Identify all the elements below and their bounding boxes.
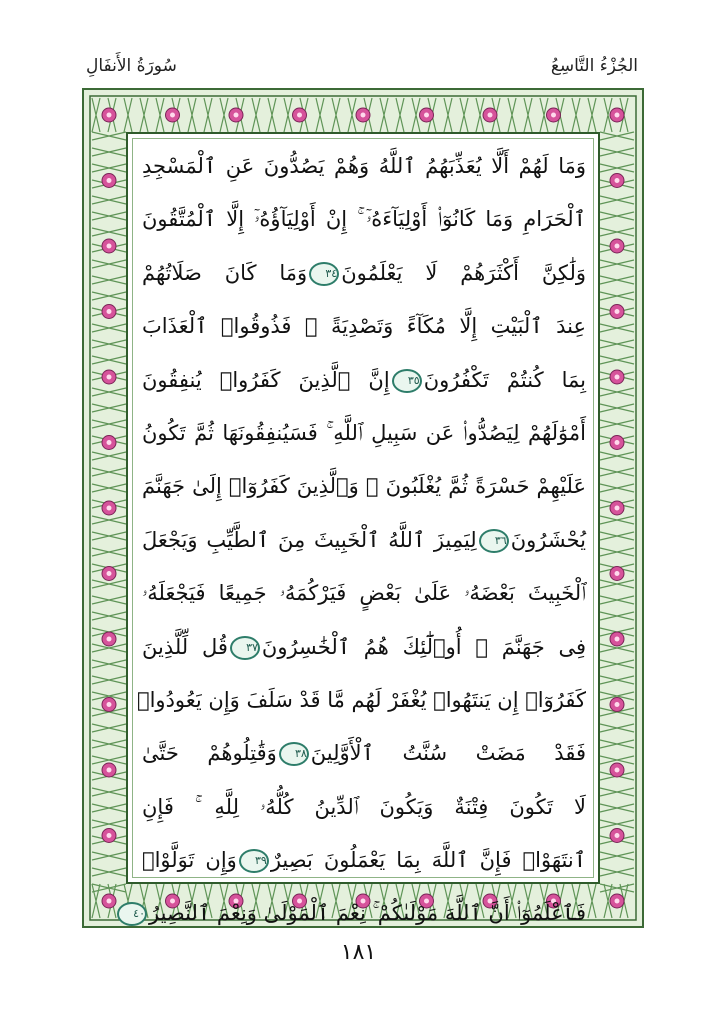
verse-text: ٱلْحَرَامِ وَمَا كَانُوٓا۟ أَوْلِيَآءَهُۥٓ ۚ إِنْ أَوْلِيَآؤُهُۥٓ إِلَّا ٱلْمُتَّقُونَ — [142, 207, 586, 232]
verse-text: فَقَدْ مَضَتْ سُنَّتُ ٱلْأَوَّلِينَ — [310, 741, 586, 766]
flower-center — [615, 113, 620, 118]
flower-center — [107, 702, 112, 707]
verse-text: أَمْوَٰلَهُمْ لِيَصُدُّوا۟ عَن سَبِيلِ ٱللَّهِ ۚ فَسَيُنفِقُونَهَا ثُمَّ تَكُونُ — [142, 420, 586, 445]
verse-text: ٱلْخَبِيثَ بَعْضَهُۥ عَلَىٰ بَعْضٍ فَيَرْكُمَهُۥ جَمِيعًا فَيَجْعَلَهُۥ — [142, 581, 586, 606]
verse-line — [142, 300, 586, 353]
page-number: ١٨١ — [340, 940, 377, 965]
flower-center — [107, 768, 112, 773]
verse-line — [142, 514, 586, 567]
flower-center — [107, 637, 112, 642]
verse-lines — [133, 140, 586, 941]
flower-center — [107, 309, 112, 314]
verse-text: وَقَٰتِلُوهُمْ حَتَّىٰ — [142, 741, 277, 766]
verse-text: وَمَا لَهُمْ أَلَّا يُعَذِّبَهُمُ ٱللَّهُ وَهُمْ يَصُدُّونَ عَنِ ٱلْمَسْجِدِ — [142, 154, 586, 178]
verse-line — [142, 354, 586, 407]
verse-text: وَلَٰكِنَّ أَكْثَرَهُمْ لَا يَعْلَمُونَ — [341, 260, 586, 285]
text-area — [126, 132, 600, 926]
verse-line — [142, 567, 586, 620]
flower-center — [107, 375, 112, 380]
flower-center — [107, 440, 112, 445]
ayah-number-marker: ٣٤ — [309, 262, 339, 286]
verse-text: فَٱعْلَمُوٓا۟ أَنَّ ٱللَّهَ مَوْلَىٰكُمْ ۚ نِعْمَ ٱلْمَوْلَىٰ وَنِعْمَ ٱلنَّصِيرُ — [149, 901, 586, 926]
flower-center — [615, 309, 620, 314]
flower-center — [615, 899, 620, 904]
flower-center — [361, 113, 366, 118]
flower-center — [424, 113, 429, 118]
flower-center — [297, 113, 302, 118]
verse-line — [142, 460, 586, 513]
verse-line — [142, 140, 586, 193]
flower-center — [488, 113, 493, 118]
verse-text: عِندَ ٱلْبَيْتِ إِلَّا مُكَآءً وَتَصْدِيَةً ۚ فَذُوقُوا۟ ٱلْعَذَابَ — [142, 314, 586, 339]
ayah-number-marker: ٣٩ — [239, 849, 269, 873]
verse-text: عَلَيْهِمْ حَسْرَةً ثُمَّ يُغْلَبُونَ ۗ وَٱلَّذِينَ كَفَرُوٓا۟ إِلَىٰ جَهَنَّمَ — [142, 474, 586, 499]
verse-text: وَإِن تَوَلَّوْا۟ — [142, 848, 237, 873]
flower-center — [615, 833, 620, 838]
flower-center — [234, 113, 239, 118]
verse-text: لَا تَكُونَ فِتْنَةٌ وَيَكُونَ ٱلدِّينُ كُلُّهُۥ لِلَّهِ ۚ فَإِنِ — [142, 794, 586, 819]
verse-text: وَمَا كَانَ صَلَاتُهُمْ — [142, 260, 308, 285]
verse-line — [142, 247, 586, 300]
flower-center — [107, 506, 112, 511]
flower-center — [551, 113, 556, 118]
flower-center — [107, 178, 112, 183]
verse-text: لِيَمِيزَ ٱللَّهُ ٱلْخَبِيثَ مِنَ ٱلطَّيِّبِ وَيَجْعَلَ — [142, 527, 477, 552]
flower-center — [615, 440, 620, 445]
flower-center — [615, 702, 620, 707]
verse-text: ٱنتَهَوْا۟ فَإِنَّ ٱللَّهَ بِمَا يَعْمَلُونَ بَصِيرٌ — [270, 848, 586, 873]
flower-center — [615, 506, 620, 511]
ayah-number-marker: ٣٧ — [230, 636, 260, 660]
flower-center — [107, 833, 112, 838]
flower-center — [615, 768, 620, 773]
flower-center — [107, 899, 112, 904]
ayah-number-marker: ٤٠ — [117, 902, 147, 926]
verse-text: كَفَرُوٓا۟ إِن يَنتَهُوا۟ يُغْفَرْ لَهُم مَّا قَدْ سَلَفَ وَإِن يَعُودُوا۟ — [137, 687, 586, 712]
surah-name: سُورَةُ الأَنفَالِ — [86, 56, 177, 76]
flower-center — [107, 113, 112, 118]
flower-center — [107, 244, 112, 249]
decorative-frame — [82, 88, 644, 928]
verse-line — [142, 781, 586, 834]
ayah-number-marker: ٣٦ — [479, 529, 509, 553]
juz-name: الجُزْءُ التَّاسِعُ — [550, 56, 638, 76]
flower-center — [615, 375, 620, 380]
flower-center — [615, 637, 620, 642]
verse-line — [142, 407, 586, 460]
page-header — [86, 52, 638, 86]
verse-text: فِى جَهَنَّمَ ۚ أُو۟لَٰٓئِكَ هُمُ ٱلْخَٰسِرُونَ — [261, 634, 586, 659]
flower-center — [170, 113, 175, 118]
verse-text: بِمَا كُنتُمْ تَكْفُرُونَ — [423, 367, 586, 392]
verse-line — [142, 621, 586, 674]
verse-text: قُل لِّلَّذِينَ — [142, 634, 228, 659]
flower-center — [107, 571, 112, 576]
ayah-number-marker: ٣٨ — [279, 742, 309, 766]
verse-text: إِنَّ ٱلَّذِينَ كَفَرُوا۟ يُنفِقُونَ — [142, 367, 390, 392]
verse-text: يُحْشَرُونَ — [510, 527, 586, 552]
verse-line — [142, 727, 586, 780]
flower-center — [615, 244, 620, 249]
verse-line — [133, 887, 586, 940]
verse-line — [142, 834, 586, 887]
verse-line — [137, 674, 586, 727]
flower-center — [615, 571, 620, 576]
verse-line — [142, 193, 586, 246]
flower-center — [615, 178, 620, 183]
ayah-number-marker: ٣٥ — [392, 369, 422, 393]
